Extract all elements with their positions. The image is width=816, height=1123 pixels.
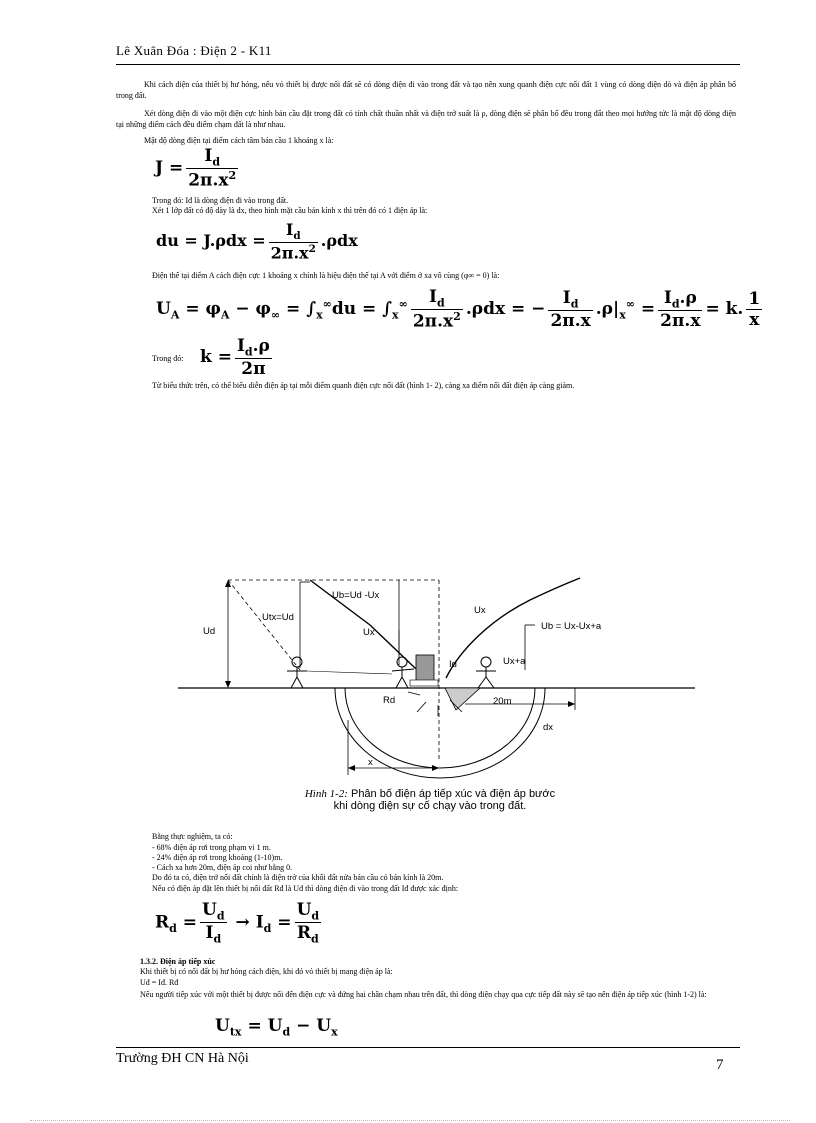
label-x: x <box>368 757 373 768</box>
footer-rule <box>116 1047 740 1048</box>
paragraph-9: Nếu có điện áp đặt lên thiết bị nối đất Rđ là Uđ thì dòng điện đi vào trong đất Iđ được xác định: <box>152 884 459 893</box>
formula-ua: $U_A = \varphi_A - \varphi_\infty = \int_x^\infty du = \int_x^\infty$ $\frac{I_d}{2\pi.x^2}$ .ρdx = − $\frac{I_d}{2\pi.x}$ $.\rho|_x^\infty$ = $\frac{I_d.\rho}{2\pi.x}$ = k. $\frac{1}{x}$ <box>156 287 761 333</box>
paragraph-11: Uđ = Iđ. Rđ <box>140 978 179 987</box>
label-ux-mid: Ux <box>363 627 375 638</box>
label-20m: 20m <box>493 696 512 707</box>
exp-intro: Bằng thực nghiệm, ta có: <box>152 832 233 841</box>
paragraph-6: Điện thế tại điểm A cách điện cực 1 khoảng x chính là hiệu điện thế tại A với điểm ở xa vô cùng (φ∞ = 0) là: <box>152 271 500 280</box>
label-uxa: Ux+a <box>503 656 526 667</box>
formula-current-density: J = $\frac{I_d}{2\pi.x^2}$ <box>155 146 237 192</box>
formula-utx: $U_{tx} = U_d - U_x$ <box>215 1016 338 1039</box>
page-header: Lê Xuân Đóa : Điện 2 - K11 <box>116 43 272 58</box>
label-utx-left: Utx=Ud <box>262 612 294 623</box>
paragraph-7: Từ biểu thức trên, có thể biểu diễn điện áp tại mỗi điểm quanh điện cực nối đất (hình 1- 2), càng xa điểm nối đất điện áp càng giảm. <box>152 381 575 390</box>
figure-caption <box>260 788 600 812</box>
paragraph-8: Do đó ta có, điện trở nối đất chính là điện trở của khối đất nửa bán cầu có bán kính là 20m. <box>152 873 444 882</box>
label-ub-right: Ub = Ux-Ux+a <box>541 621 602 632</box>
label-id: Id <box>449 659 457 670</box>
label-dx: dx <box>543 722 554 733</box>
caption-label: Hình 1-2: <box>304 788 348 800</box>
figure-voltage-distribution <box>170 570 710 780</box>
formula-k: k = $\frac{I_d.\rho}{2\pi}$ <box>200 336 270 380</box>
paragraph-2: Xét dòng điện đi vào một điện cực hình bán cầu đặt trong đất có tính chất thuần nhất và điện trở suất là ρ, dòng điện sẽ phân bố đều trong đất theo mọi hướng tức là mật độ dòng điện tại những điểm cách đều điểm chạm đất là như nhau. <box>116 109 736 129</box>
header-rule <box>116 64 740 65</box>
paragraph-12: Nếu người tiếp xúc với một thiết bị được nối đến điện cực và đứng hai chân chạm nhau trên đất, thì dòng điện chạy qua cực tiếp đất này sẽ tạo nên điện áp tiếp xúc (hình 1-2) là: <box>140 990 707 999</box>
trong-do-label: Trong đó: <box>152 354 184 363</box>
label-ud: Ud <box>203 626 216 637</box>
formula-rd: $R_d$ = $\frac{U_d}{I_d}$ → $I_d$ = $\frac{U_d}{R_d}$ <box>155 900 320 946</box>
paragraph-3: Mật độ dòng điện tại điểm cách tâm bán cầu 1 khoảng x là: <box>144 136 334 145</box>
paragraph-10: Khi thiết bị có nối đất bị hư hỏng cách điện, khi đó vỏ thiết bị mang điện áp là: <box>140 967 393 976</box>
label-ub-top: Ub=Ud -Ux <box>332 590 380 601</box>
paragraph-5: Xét 1 lớp đất có độ dày là dx, theo hình mặt cầu bán kính x thì trên đó có 1 điện áp là: <box>152 206 428 215</box>
label-rd: Rd <box>383 695 396 706</box>
formula-du: du = J.ρdx = $\frac{I_d}{2\pi.x^2}$ .ρdx <box>156 220 358 263</box>
exp-item-2: - 24% điện áp rơi trong khoảng (1-10)m. <box>152 853 283 862</box>
page-break-line <box>30 1120 790 1121</box>
caption-line-1: Phân bố điện áp tiếp xúc và điện áp bước <box>347 788 556 800</box>
footer-school: Trường ĐH CN Hà Nội <box>116 1051 249 1066</box>
label-ux-right: Ux <box>474 605 486 616</box>
exp-item-3: - Cách xa hơn 20m, điện áp coi như bằng 0. <box>152 863 293 872</box>
section-title: 1.3.2. Điện áp tiếp xúc <box>140 957 216 966</box>
paragraph-1: Khi cách điện của thiết bị hư hỏng, nếu vỏ thiết bị được nối đất sẽ có dòng điện đi vào trong đất và tạo nên xung quanh điện cực nối đất 1 vùng có dòng điện dò và điện áp phân bố trong đất. <box>116 80 736 100</box>
caption-line-2: khi dòng điện sự cố chạy vào trong đất. <box>333 800 527 812</box>
exp-item-1: - 68% điện áp rơi trong phạm vi 1 m. <box>152 843 271 852</box>
paragraph-4: Trong đó: Iđ là dòng điện đi vào trong đất. <box>152 196 289 205</box>
page-number: 7 <box>716 1057 724 1073</box>
